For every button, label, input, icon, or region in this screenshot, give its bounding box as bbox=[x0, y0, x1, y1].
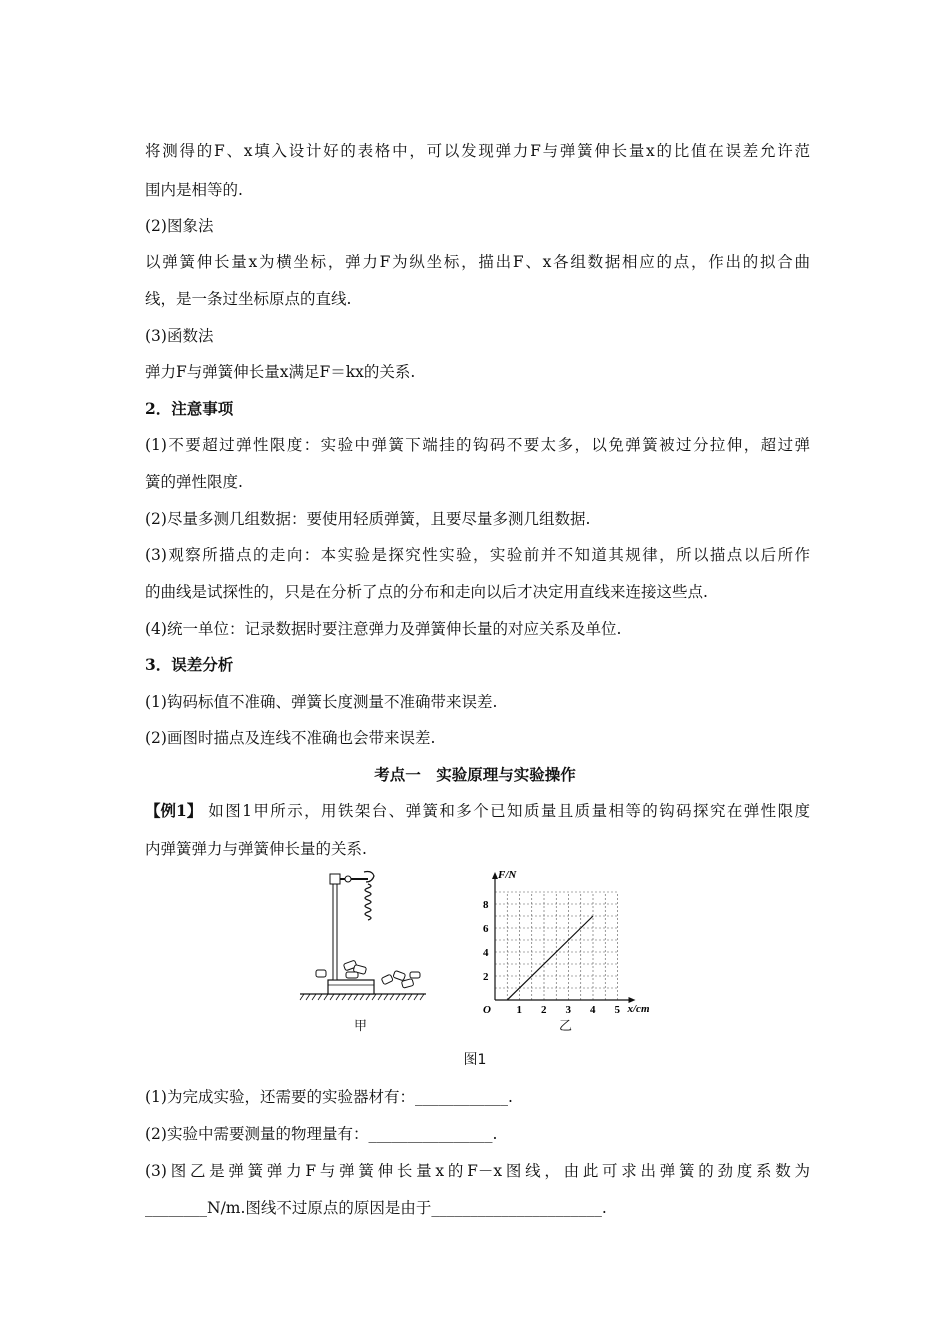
series-line bbox=[507, 916, 593, 1000]
subheading-graph-method: (2)图象法 bbox=[145, 217, 214, 235]
text-line-11: (2)尽量多测几组数据：要使用轻质弹簧，且要尽量多测几组数据. bbox=[145, 510, 591, 528]
question-1: (1)为完成实验，还需要的实验器材有：____________. bbox=[145, 1088, 513, 1106]
text-line-4: 以弹簧伸长量x为横坐标，弹力F为纵坐标，描出F、x各组数据相应的点，作出的拟合曲 bbox=[145, 253, 810, 271]
x-tick-label: 4 bbox=[590, 1004, 596, 1016]
x-axis-label: x/cm bbox=[627, 1003, 650, 1015]
example-tag: 【例1】 bbox=[145, 801, 203, 820]
question-2: (2)实验中需要测量的物理量有：________________. bbox=[145, 1125, 498, 1143]
text-line-9: (1)不要超过弹性限度：实验中弹簧下端挂的钩码不要太多，以免弹簧被过分拉伸，超过弹 bbox=[145, 436, 810, 454]
figure-left-label: 甲 bbox=[354, 1019, 368, 1034]
figure-caption: 图1 bbox=[463, 1052, 487, 1068]
y-tick-label: 8 bbox=[483, 899, 489, 911]
x-tick-label: 2 bbox=[541, 1004, 547, 1016]
text-line-5: 线，是一条过坐标原点的直线. bbox=[145, 290, 352, 308]
example-text: 如图1甲所示，用铁架台、弹簧和多个已知质量且质量相等的钩码探究在弹性限度 bbox=[208, 802, 810, 820]
subheading-function-method: (3)函数法 bbox=[145, 327, 214, 345]
y-axis-label: F/N bbox=[498, 869, 517, 881]
figure-right-label: 乙 bbox=[559, 1019, 573, 1034]
fx-chart bbox=[470, 855, 660, 1040]
y-tick-label: 2 bbox=[483, 971, 489, 983]
example-line-2: 内弹簧弹力与弹簧伸长量的关系. bbox=[145, 840, 367, 858]
y-tick-label: 6 bbox=[483, 923, 489, 935]
origin-label: O bbox=[483, 1004, 491, 1016]
text-line-14: (4)统一单位：记录数据时要注意弹力及弹簧伸长量的对应关系及单位. bbox=[145, 620, 622, 638]
text-line-7: 弹力F与弹簧伸长量x满足F＝kx的关系. bbox=[145, 363, 416, 381]
text-line-1: 将测得的F、x填入设计好的表格中，可以发现弹力F与弹簧伸长量x的比值在误差允许范 bbox=[145, 142, 810, 160]
section-title: 考点一 实验原理与实验操作 bbox=[374, 765, 576, 784]
question-3: (3)图乙是弹簧弹力F与弹簧伸长量x的F－x图线，由此可求出弹簧的劲度系数为 bbox=[145, 1162, 810, 1180]
text-line-13: 的曲线是试探性的，只是在分析了点的分布和走向以后才决定用直线来连接这些点. bbox=[145, 583, 708, 601]
heading-precautions: 2．注意事项 bbox=[145, 399, 234, 418]
text-line-2: 围内是相等的. bbox=[145, 181, 243, 199]
text-line-12: (3)观察所描点的走向：本实验是探究性实验，实验前并不知道其规律，所以描点以后所作 bbox=[145, 546, 810, 564]
question-3-continued: ________N/m.图线不过原点的原因是由于______________________. bbox=[145, 1199, 607, 1217]
example-line-1 bbox=[145, 800, 810, 822]
text-line-16: (1)钩码标值不准确、弹簧长度测量不准确带来误差. bbox=[145, 693, 498, 711]
text-line-10: 簧的弹性限度. bbox=[145, 473, 243, 491]
heading-error-analysis: 3．误差分析 bbox=[145, 655, 234, 674]
x-tick-label: 5 bbox=[614, 1004, 620, 1016]
x-tick-label: 3 bbox=[565, 1004, 571, 1016]
text-line-17: (2)画图时描点及连线不准确也会带来误差. bbox=[145, 729, 436, 747]
apparatus-figure bbox=[298, 862, 438, 1032]
x-tick-label: 1 bbox=[516, 1004, 522, 1016]
y-tick-label: 4 bbox=[483, 947, 489, 959]
